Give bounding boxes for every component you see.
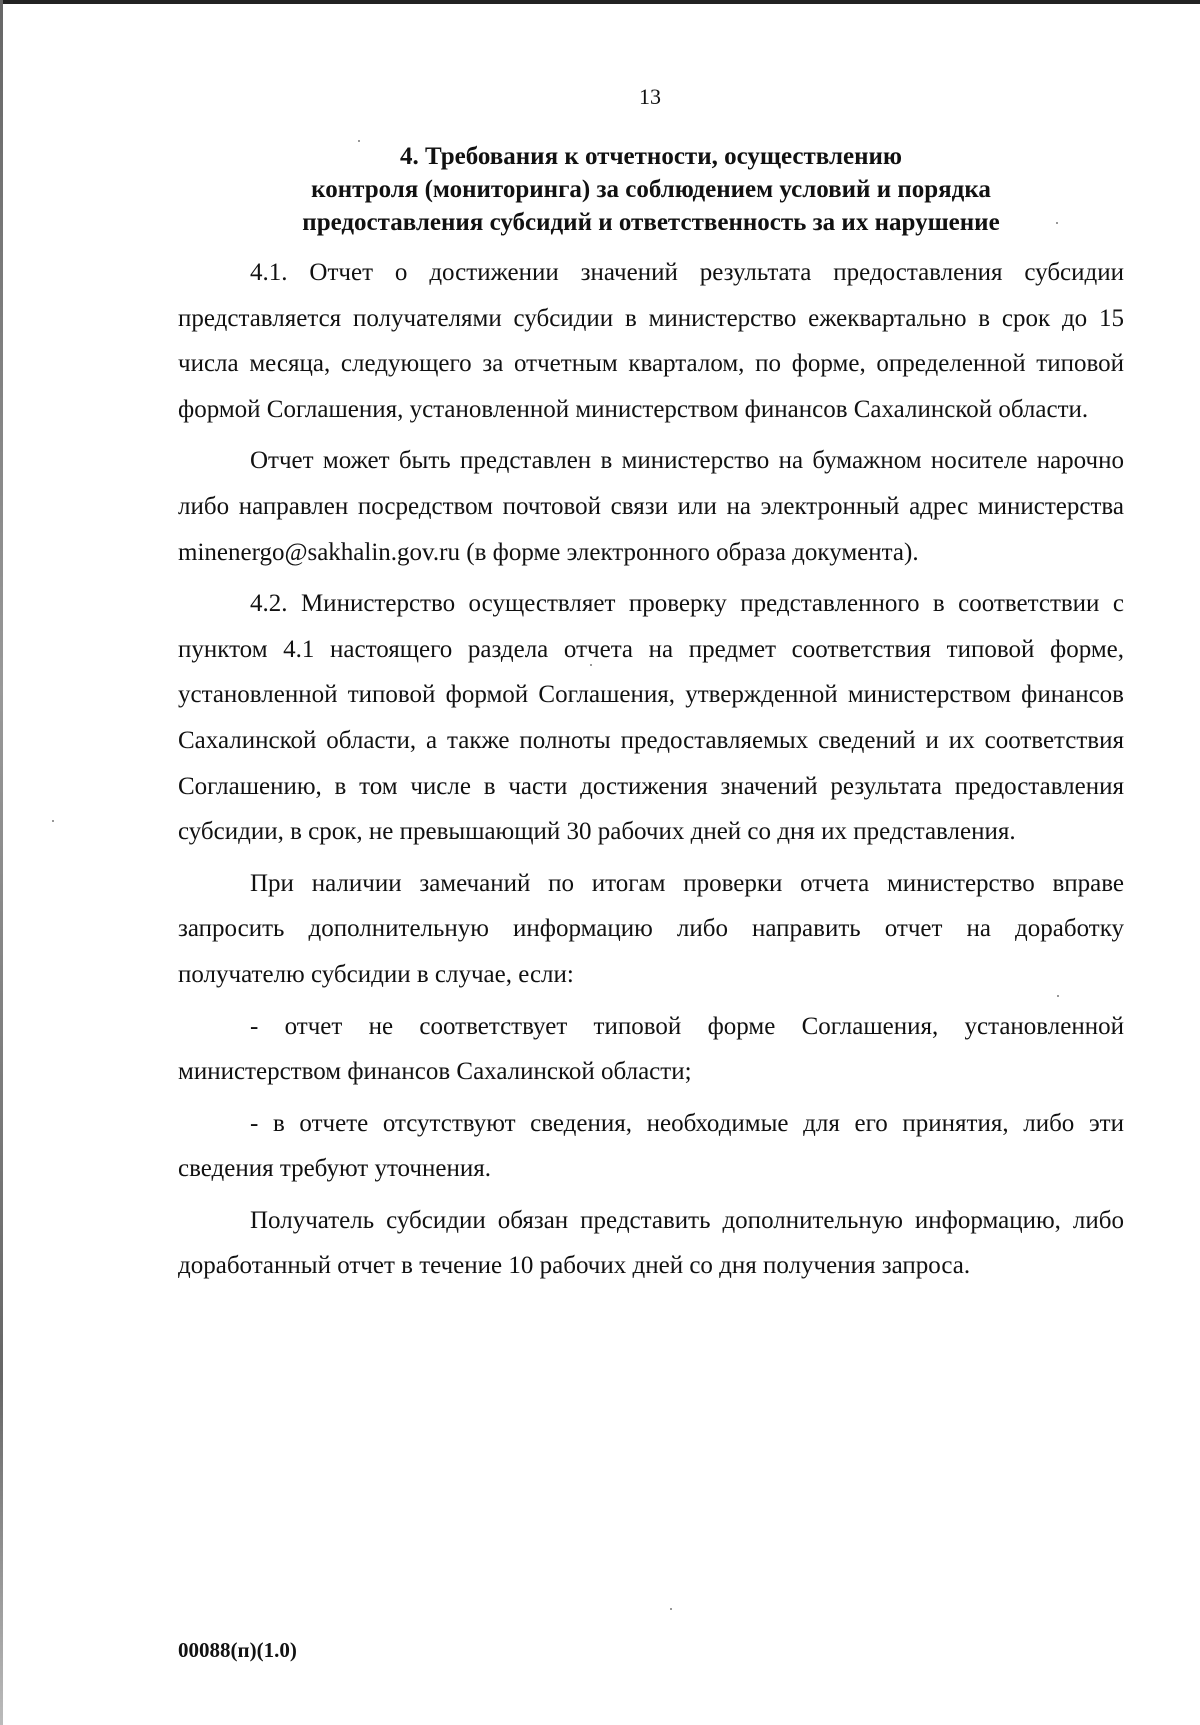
paragraph-recipient-obligation: Получатель субсидии обязан представить дополнительную информацию, либо доработанный отчет в течение 10 рабочих дней со дня получения запроса. xyxy=(178,1206,1124,1280)
page-number: 13 xyxy=(639,84,661,109)
scan-speck xyxy=(670,1608,672,1610)
scan-speck xyxy=(52,820,54,822)
section-title xyxy=(178,140,1124,239)
section-title-line: 4. Требования к отчетности, осуществлению xyxy=(400,143,902,170)
paragraph-remarks: При наличии замечаний по итогам проверки отчета министерство вправе запросить дополнительную информацию либо направить отчет на доработку получателю субсидии в случае, если: xyxy=(178,869,1124,988)
document-code: 00088(п)(1.0) xyxy=(178,1638,297,1662)
scan-speck xyxy=(590,664,592,666)
scan-speck xyxy=(358,140,360,142)
scan-border-top xyxy=(0,0,1200,4)
section-title-line: предоставления субсидий и ответственность за их нарушение xyxy=(302,209,1000,236)
section-title-line: контроля (мониторинга) за соблюдением условий и порядка xyxy=(311,176,991,203)
scan-speck xyxy=(1057,995,1059,997)
document-body xyxy=(178,250,1124,1295)
paragraph-4-2: 4.2. Министерство осуществляет проверку представленного в соответствии с пунктом 4.1 настоящего раздела отчета на предмет соответствия типовой форме, установленной типовой формой Соглашения, утвержденной министерством финансов Сахалинской области, а также полноты предоставляемых сведений и их соответствия Соглашению, в том числе в части достижения значений результата предоставления субсидии, в срок, не превышающий 30 рабочих дней со дня их представления. xyxy=(178,590,1124,846)
scan-border-left xyxy=(0,0,3,1725)
paragraph-report-submission: Отчет может быть представлен в министерство на бумажном носителе нарочно либо направлен посредством почтовой связи или на электронный адрес министерства minenergo@sakhalin.gov.ru (в форме электронного образа документа). xyxy=(178,447,1124,566)
paragraph-4-1: 4.1. Отчет о достижении значений результата предоставления субсидии представляется получателями субсидии в министерство ежеквартально в срок до 15 числа месяца, следующего за отчетным кварталом, по форме, определенной типовой формой Соглашения, установленной министерством финансов Сахалинской области. xyxy=(178,259,1124,423)
list-item-form-mismatch: - отчет не соответствует типовой форме Соглашения, установленной министерством финансов Сахалинской области; xyxy=(178,1012,1124,1086)
scan-speck xyxy=(1056,222,1058,224)
list-item-missing-info: - в отчете отсутствуют сведения, необходимые для его принятия, либо эти сведения требуют уточнения. xyxy=(178,1109,1124,1183)
